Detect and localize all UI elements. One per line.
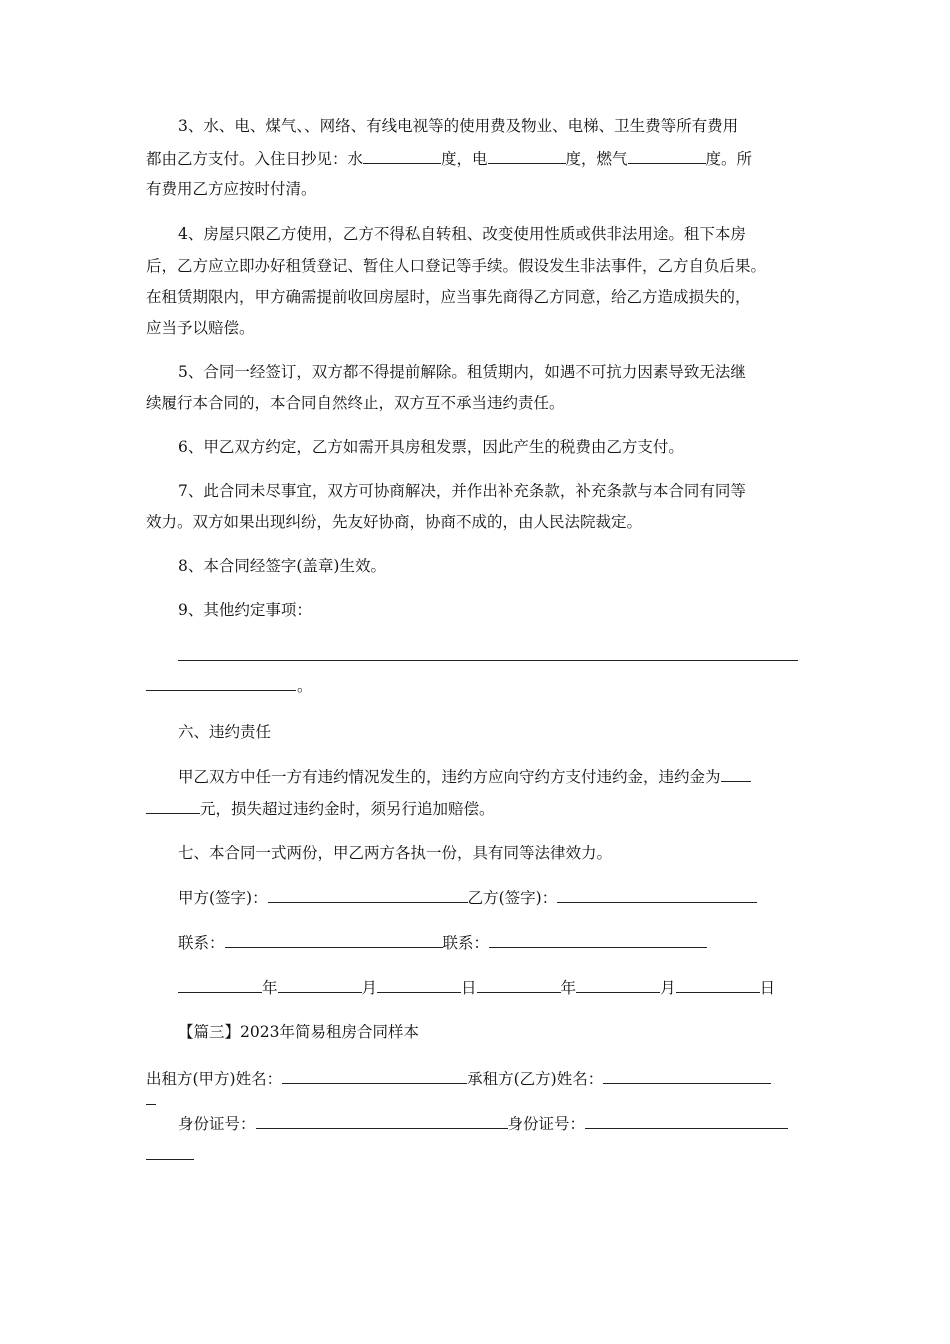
party-b-year-blank[interactable]	[477, 977, 561, 993]
lessee-name-blank-continued[interactable]	[146, 1104, 156, 1105]
lessee-name-label: 承租方(乙方)姓名：	[467, 1070, 604, 1088]
clause-6: 6、甲乙双方约定，乙方如需开具房租发票，因此产生的税费由乙方支付。	[178, 438, 684, 456]
clause-4-line-4: 应当予以赔偿。	[146, 319, 255, 337]
clause-7-line-1: 7、此合同未尽事宜，双方可协商解决，并作出补充条款，补充条款与本合同有同等	[178, 482, 746, 500]
clause-9: 9、其他约定事项：	[178, 601, 312, 619]
date-row	[178, 977, 775, 998]
section-6-line-2	[146, 798, 495, 819]
other-terms-blank-line-2[interactable]	[146, 690, 296, 691]
penalty-text: 甲乙双方中任一方有违约情况发生的，违约方应向守约方支付违约金，违约金为	[178, 768, 721, 786]
party-a-month-blank[interactable]	[278, 977, 362, 993]
party-b-day-blank[interactable]	[676, 977, 760, 993]
party-a-month-label: 月	[361, 979, 378, 997]
gas-label: 度，燃气	[565, 150, 628, 168]
electric-reading-blank[interactable]	[488, 148, 566, 164]
party-b-contact-label: 联系：	[442, 934, 490, 952]
penalty-text-2: 元，损失超过违约金时，须另行追加赔偿。	[200, 800, 495, 818]
clause-9-end-period: 。	[297, 677, 313, 695]
contact-row	[178, 932, 707, 953]
party-b-contact-blank[interactable]	[489, 932, 707, 948]
party-a-signature-label: 甲方(签字)：	[178, 889, 268, 907]
party-b-month-label: 月	[660, 979, 676, 997]
clause-3-line-2-end: 度。所	[705, 150, 753, 168]
clause-4-line-2: 后，乙方应立即办好租赁登记、暂住人口登记等手续。假设发生非法事件，乙方自负后果。	[146, 257, 767, 275]
clause-7-line-2: 效力。双方如果出现纠纷，先友好协商，协商不成的，由人民法院裁定。	[146, 513, 643, 531]
lessor-name-label: 出租方(甲方)姓名：	[146, 1070, 283, 1088]
party-b-month-blank[interactable]	[576, 977, 660, 993]
party-a-signature-blank[interactable]	[268, 887, 468, 903]
clause-3-line-3: 有费用乙方应按时付清。	[146, 180, 317, 198]
gas-reading-blank[interactable]	[628, 148, 706, 164]
part-3-heading: 【篇三】2023年简易租房合同样本	[178, 1023, 419, 1041]
clause-3-line-1: 3、水、电、煤气、、网络、有线电视等的使用费及物业、电梯、卫生费等所有费用	[178, 117, 739, 135]
lessor-id-label: 身份证号：	[178, 1115, 256, 1133]
party-b-signature-label: 乙方(签字)：	[467, 889, 558, 907]
water-reading-blank[interactable]	[363, 148, 441, 164]
lessee-id-label: 身份证号：	[507, 1115, 586, 1133]
party-a-contact-label: 联系：	[178, 934, 225, 952]
party-a-day-blank[interactable]	[377, 977, 461, 993]
clause-3-line-2	[146, 148, 752, 169]
lessor-lessee-row	[146, 1068, 771, 1089]
penalty-amount-blank-2[interactable]	[146, 798, 200, 814]
section-6-line-1	[178, 766, 751, 787]
signature-row	[178, 887, 757, 908]
party-b-signature-blank[interactable]	[557, 887, 757, 903]
party-a-contact-blank[interactable]	[225, 932, 443, 948]
lessor-name-blank[interactable]	[282, 1068, 467, 1084]
clause-8: 8、本合同经签字(盖章)生效。	[178, 557, 386, 575]
penalty-amount-blank-1[interactable]	[721, 766, 751, 782]
party-a-year-blank[interactable]	[178, 977, 262, 993]
clause-4-line-3: 在租赁期限内，甲方确需提前收回房屋时，应当事先商得乙方同意，给乙方造成损失的，	[146, 288, 751, 306]
id-number-row	[178, 1113, 788, 1134]
party-a-year-label: 年	[262, 979, 278, 997]
lessee-id-blank-continued[interactable]	[146, 1159, 194, 1160]
party-b-year-label: 年	[560, 979, 577, 997]
party-b-day-label: 日	[759, 979, 776, 997]
lessor-id-blank[interactable]	[256, 1113, 508, 1129]
lessee-name-blank[interactable]	[603, 1068, 771, 1084]
section-7: 七、本合同一式两份，甲乙两方各执一份，具有同等法律效力。	[178, 844, 613, 862]
lessee-id-blank[interactable]	[585, 1113, 788, 1129]
party-a-day-label: 日	[461, 979, 477, 997]
electric-label: 度，电	[441, 150, 488, 168]
clause-5-line-1: 5、合同一经签订，双方都不得提前解除。租赁期内，如遇不可抗力因素导致无法继	[178, 363, 746, 381]
section-6-title: 六、违约责任	[178, 723, 272, 741]
clause-4-line-1: 4、房屋只限乙方使用，乙方不得私自转租、改变使用性质或供非法用途。租下本房	[178, 225, 746, 243]
clause-5-line-2: 续履行本合同的，本合同自然终止，双方互不承当违约责任。	[146, 394, 565, 412]
other-terms-blank-line-1[interactable]	[178, 660, 798, 661]
clause-3-meter-label: 都由乙方支付。入住日抄见：水	[146, 150, 364, 168]
